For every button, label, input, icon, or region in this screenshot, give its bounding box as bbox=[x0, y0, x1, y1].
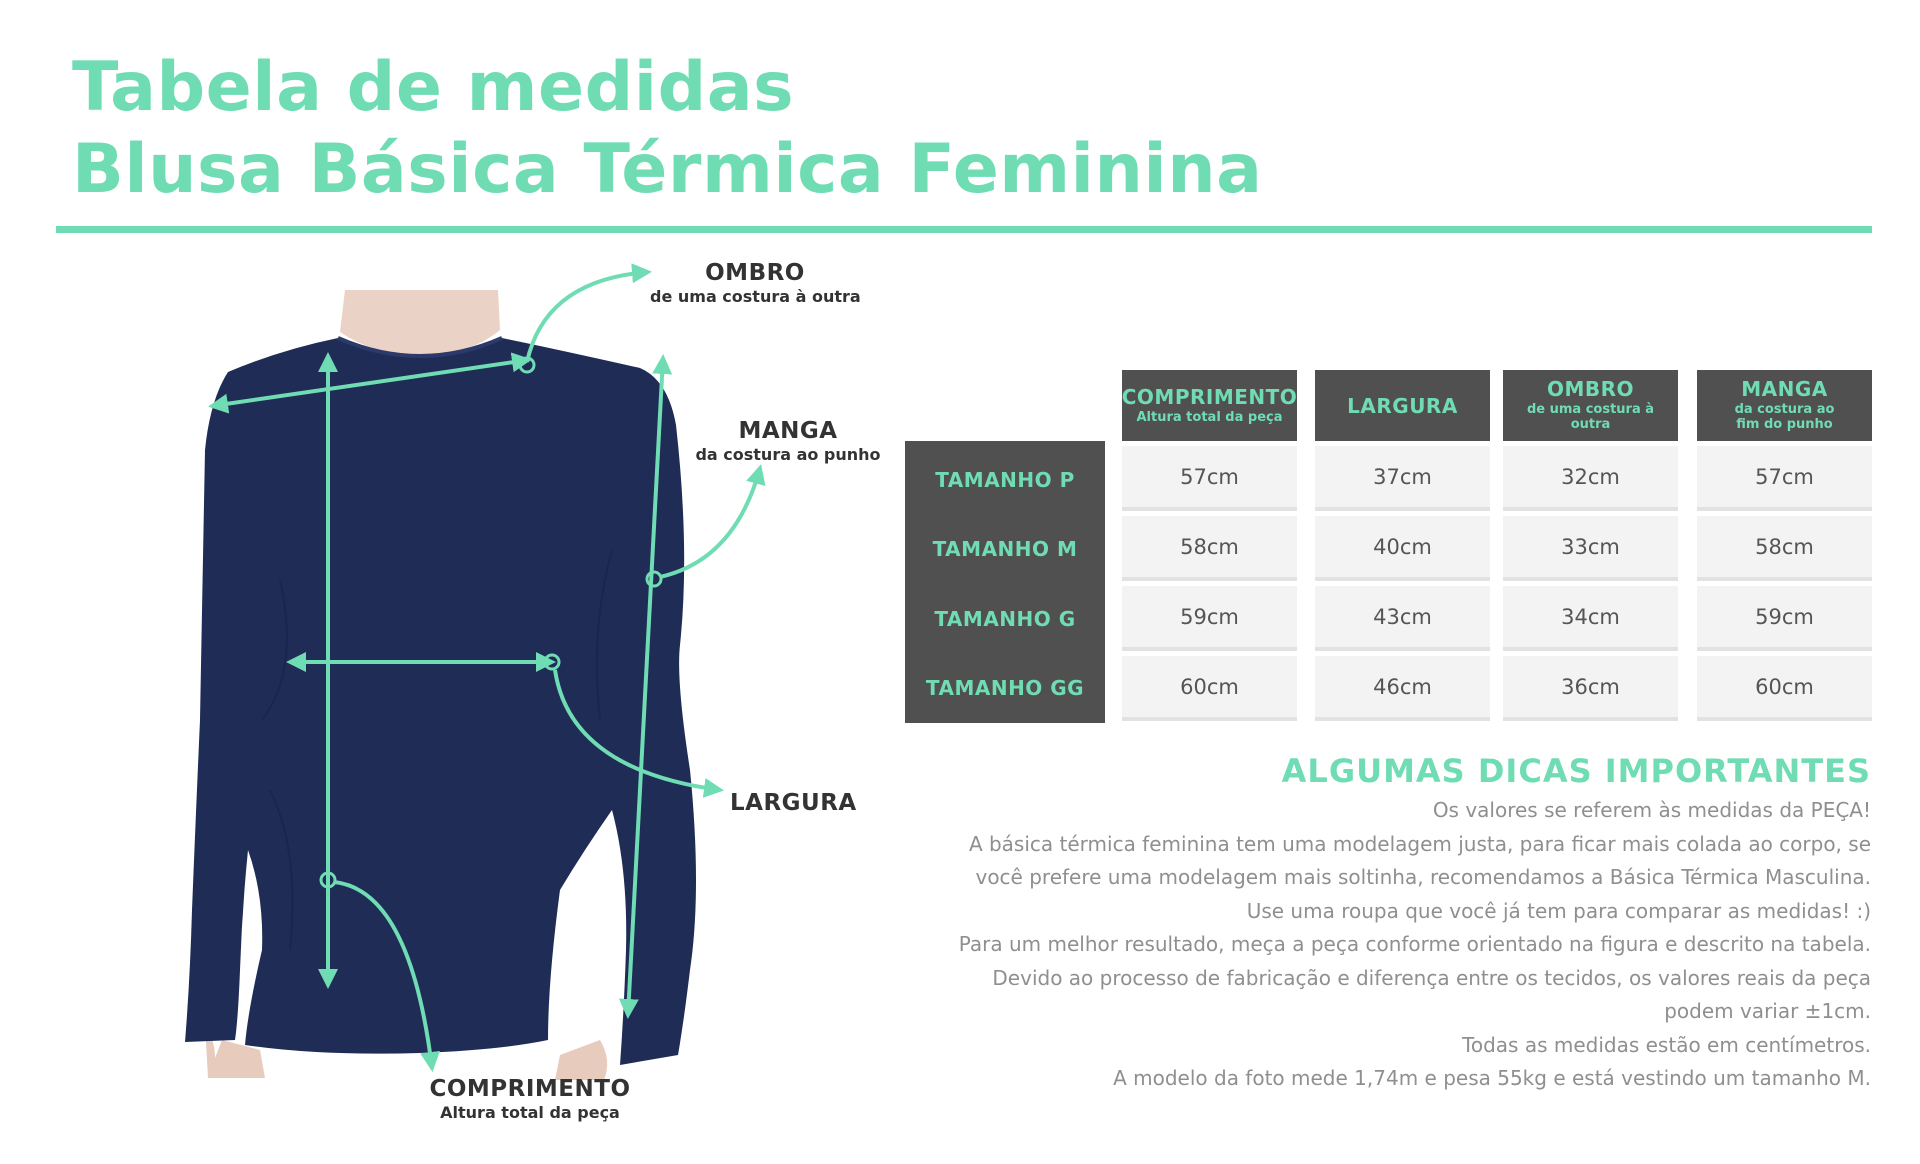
tip-line: A modelo da foto mede 1,74m e pesa 55kg e está vestindo um tamanho M. bbox=[1113, 1066, 1871, 1090]
table-cell: 59cm bbox=[1697, 586, 1872, 651]
shirt-body bbox=[185, 338, 696, 1065]
tip-line: Para um melhor resultado, meça a peça conforme orientado na figura e descrito na tabela. bbox=[958, 932, 1871, 956]
table-cell: 33cm bbox=[1503, 516, 1678, 581]
table-cell: 46cm bbox=[1315, 656, 1490, 721]
tips-list bbox=[911, 794, 1871, 1096]
table-cell: 58cm bbox=[1122, 516, 1297, 581]
page-title-line-1: Tabela de medidas bbox=[72, 48, 795, 127]
table-cell: 59cm bbox=[1122, 586, 1297, 651]
label-comprimento-subtitle: Altura total da peça bbox=[440, 1103, 620, 1122]
column-header-subtitle: Altura total da peça bbox=[1136, 409, 1283, 425]
row-header-gg: TAMANHO GG bbox=[925, 676, 1085, 700]
label-largura-title: LARGURA bbox=[730, 790, 857, 816]
column-header-title: LARGURA bbox=[1347, 393, 1458, 418]
label-ombro-title: OMBRO bbox=[705, 260, 805, 286]
column-header-manga bbox=[1697, 370, 1872, 441]
column-header-largura bbox=[1315, 370, 1490, 441]
tip-line: Os valores se referem às medidas da PEÇA! bbox=[1432, 798, 1871, 822]
table-cell: 57cm bbox=[1697, 446, 1872, 511]
column-header-title: OMBRO bbox=[1546, 377, 1635, 402]
tip-line: Devido ao processo de fabricação e diferença entre os tecidos, os valores reais da peça bbox=[992, 965, 1871, 990]
label-ombro bbox=[650, 260, 860, 306]
title-divider bbox=[56, 226, 1872, 233]
column-header-ombro bbox=[1503, 370, 1678, 441]
tip-line: podem variar ±1cm. bbox=[1664, 999, 1871, 1023]
page-title-line-2: Blusa Básica Térmica Feminina bbox=[72, 130, 1263, 209]
table-cell: 32cm bbox=[1503, 446, 1678, 511]
tip-line: você prefere uma modelagem mais soltinha, recomendamos a Básica Térmica Masculina. bbox=[975, 865, 1871, 889]
column-header-subtitle: de uma costura à outra bbox=[1526, 402, 1655, 432]
table-cell: 34cm bbox=[1503, 586, 1678, 651]
table-cell: 36cm bbox=[1503, 656, 1678, 721]
table-cell: 40cm bbox=[1315, 516, 1490, 581]
tip-line: A básica térmica feminina tem uma modelagem justa, para ficar mais colada ao corpo, se bbox=[968, 831, 1871, 856]
tips-title: ALGUMAS DICAS IMPORTANTES bbox=[1281, 752, 1871, 790]
label-comprimento-title: COMPRIMENTO bbox=[429, 1076, 631, 1102]
right-hand bbox=[555, 1040, 607, 1080]
shirt-illustration bbox=[0, 250, 900, 1150]
column-header-subtitle: da costura ao fim do punho bbox=[1734, 402, 1835, 432]
table-cell: 57cm bbox=[1122, 446, 1297, 511]
column-header-title: COMPRIMENTO bbox=[1121, 384, 1298, 409]
table-cell: 60cm bbox=[1697, 656, 1872, 721]
row-header-m: TAMANHO M bbox=[932, 537, 1078, 561]
label-manga-subtitle: da costura ao punho bbox=[695, 445, 881, 464]
column-header-comprimento bbox=[1122, 370, 1297, 441]
table-cell: 60cm bbox=[1122, 656, 1297, 721]
table-cell: 58cm bbox=[1697, 516, 1872, 581]
label-manga bbox=[688, 418, 888, 464]
row-header-g: TAMANHO G bbox=[934, 607, 1076, 631]
table-cell: 37cm bbox=[1315, 446, 1490, 511]
row-header-p: TAMANHO P bbox=[935, 468, 1075, 492]
label-comprimento bbox=[420, 1076, 640, 1122]
tip-line: Todas as medidas estão em centímetros. bbox=[1462, 1032, 1871, 1057]
label-largura bbox=[730, 790, 857, 816]
tip-line: Use uma roupa que você já tem para comparar as medidas! :) bbox=[1246, 898, 1871, 923]
column-header-title: MANGA bbox=[1741, 377, 1828, 402]
measurement-figure bbox=[0, 250, 900, 1150]
label-ombro-subtitle: de uma costura à outra bbox=[650, 287, 861, 306]
label-manga-title: MANGA bbox=[738, 418, 838, 444]
table-cell: 43cm bbox=[1315, 586, 1490, 651]
